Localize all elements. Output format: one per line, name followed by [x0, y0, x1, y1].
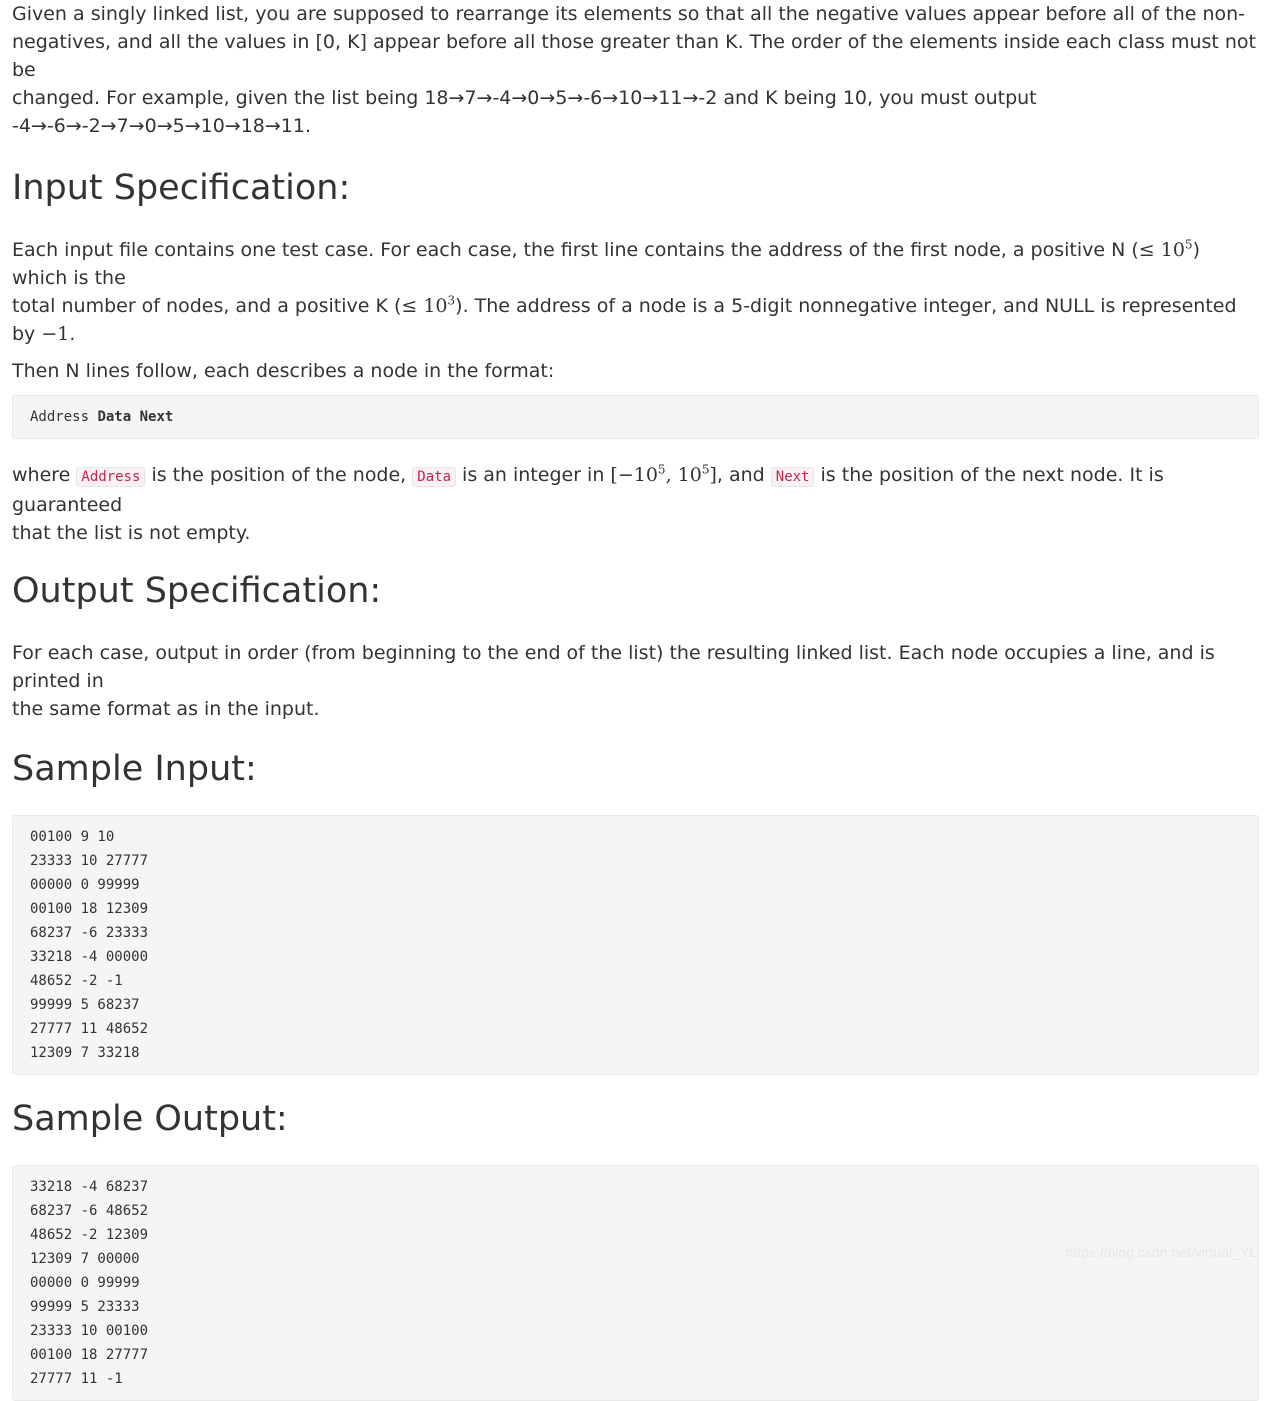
text-span: ) which is the — [12, 239, 1200, 289]
intro-line-2: negatives, and all the values in [0, K] appear before all those greater than K. The order of the elements inside each class must not be — [12, 31, 1257, 81]
text-span: ). The address of a node is a 5-digit nonnegative integer, and NULL is represented by — [12, 295, 1237, 345]
sample-output-line: 99999 5 23333 — [30, 1299, 140, 1315]
math-data-range — [610, 464, 716, 486]
math-text: [−10 — [610, 464, 658, 486]
sample-input-line: 27777 11 48652 — [30, 1021, 149, 1037]
math-text: ≤ 10 — [401, 295, 448, 317]
intro-paragraph — [12, 0, 1259, 140]
text-span: is an integer in — [456, 464, 611, 486]
intro-line-4: -4→-6→-2→7→0→5→10→18→11. — [12, 115, 312, 137]
problem-content — [12, 0, 1259, 1401]
math-text: ≤ 10 — [1138, 239, 1185, 261]
code-data: Data — [412, 467, 456, 487]
sample-input-line: 00000 0 99999 — [30, 877, 140, 893]
text-span: where — [12, 464, 77, 486]
text-span: , and — [716, 464, 771, 486]
sample-input-block — [12, 815, 1259, 1075]
math-sup: 3 — [447, 293, 456, 308]
math-sup: 5 — [1184, 237, 1193, 252]
math-text: , 10 — [665, 464, 702, 486]
text-span: is the position of the node, — [145, 464, 413, 486]
input-spec-paragraph-3 — [12, 461, 1259, 547]
math-text: ] — [709, 464, 717, 486]
output-spec-heading: Output Specification: — [12, 571, 382, 611]
sample-output-line: 23333 10 00100 — [30, 1323, 149, 1339]
code-address: Address — [76, 467, 145, 487]
sample-input-line: 23333 10 27777 — [30, 853, 149, 869]
math-null: −1 — [41, 323, 70, 345]
math-sup: 5 — [657, 462, 666, 477]
format-plain: Address — [30, 409, 98, 425]
sample-output-line: 68237 -6 48652 — [30, 1203, 149, 1219]
code-next: Next — [771, 467, 815, 487]
math-sup: 5 — [701, 462, 710, 477]
sample-output-heading: Sample Output: — [12, 1099, 288, 1139]
sample-input-line: 33218 -4 00000 — [30, 949, 149, 965]
intro-line-3: changed. For example, given the list being 18→7→-4→0→5→-6→10→11→-2 and K being 10, you must output — [12, 87, 1037, 109]
input-spec-paragraph-2: Then N lines follow, each describes a node in the format: — [12, 360, 555, 382]
sample-output-line: 33218 -4 68237 — [30, 1179, 149, 1195]
sample-input-heading: Sample Input: — [12, 749, 257, 789]
sample-output-line: 00100 18 27777 — [30, 1347, 149, 1363]
sample-input-line: 12309 7 33218 — [30, 1045, 140, 1061]
text-span: Each input file contains one test case. For each case, the first line contains the address of the first node, a positive N ( — [12, 239, 1139, 261]
sample-output-line: 12309 7 00000 — [30, 1251, 140, 1267]
math-k-limit — [401, 295, 455, 317]
sample-output-line: 48652 -2 12309 — [30, 1227, 149, 1243]
node-format-block — [12, 395, 1259, 439]
sample-input-line: 00100 9 10 — [30, 829, 115, 845]
input-spec-paragraph-1 — [12, 236, 1259, 348]
intro-line-1: Given a singly linked list, you are supposed to rearrange its elements so that all the negative values appear before all of the non- — [12, 3, 1246, 25]
sample-output-line: 27777 11 -1 — [30, 1371, 123, 1387]
sample-input-line: 99999 5 68237 — [30, 997, 140, 1013]
format-bold: Data Next — [97, 409, 174, 425]
csdn-watermark: https://blog.csdn.net/virtual_YL — [1065, 1244, 1257, 1260]
sample-output-line: 00000 0 99999 — [30, 1275, 140, 1291]
sample-input-line: 68237 -6 23333 — [30, 925, 149, 941]
sample-output-block — [12, 1165, 1259, 1401]
math-n-limit — [1139, 239, 1193, 261]
text-span: is the position of the next node. It is guaranteed — [12, 464, 1164, 516]
input-spec-heading: Input Specification: — [12, 168, 351, 208]
text-span: total number of nodes, and a positive K ( — [12, 295, 402, 317]
text-span: . — [69, 323, 76, 345]
text-span: that the list is not empty. — [12, 522, 251, 544]
output-spec-paragraph — [12, 639, 1259, 723]
sample-input-line: 00100 18 12309 — [30, 901, 149, 917]
output-spec-line-1: For each case, output in order (from beginning to the end of the list) the resulting linked list. Each node occupies a line, and is printed in — [12, 642, 1215, 692]
output-spec-line-2: the same format as in the input. — [12, 698, 320, 720]
sample-input-line: 48652 -2 -1 — [30, 973, 123, 989]
